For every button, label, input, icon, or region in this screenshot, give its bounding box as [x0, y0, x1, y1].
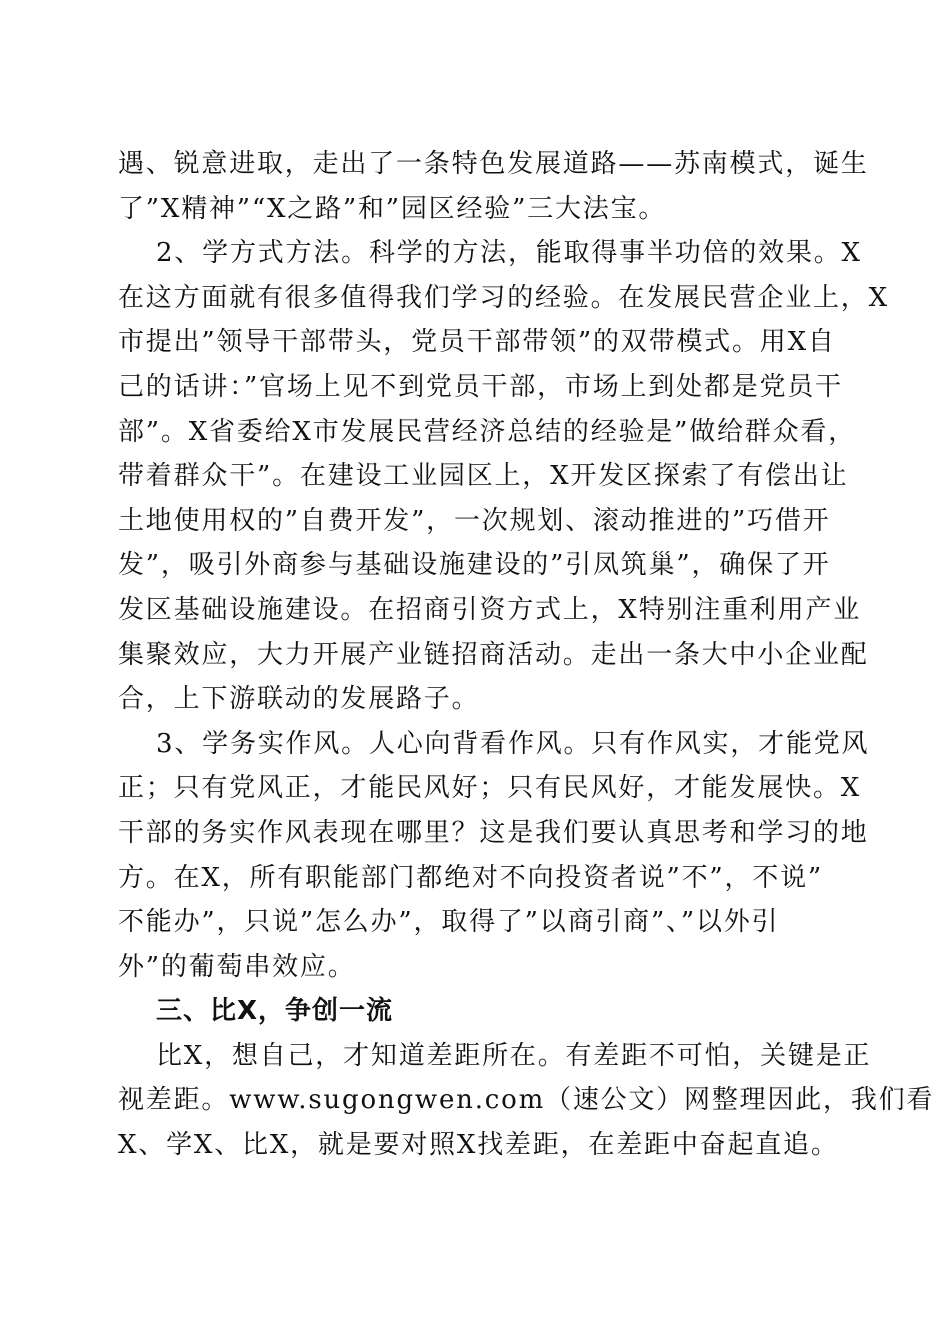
text-line: 在这方面就有很多值得我们学习的经验。在发展民营企业上，X — [118, 282, 889, 313]
text-line: 不能办”，只说”怎么办”，取得了”以商引商”、”以外引 — [118, 907, 780, 938]
text-line: 土地使用权的”自费开发”，一次规划、滚动推进的”巧借开 — [118, 505, 831, 536]
text-line: 方。在X，所有职能部门都绝对不向投资者说”不”，不说” — [118, 862, 823, 893]
text-line: 正；只有党风正，才能民风好；只有民风好，才能发展快。X — [118, 773, 862, 804]
text-line: 干部的务实作风表现在哪里？这是我们要认真思考和学习的地 — [118, 817, 869, 848]
text-line: 发区基础设施建设。在招商引资方式上，X特别注重利用产业 — [118, 594, 862, 625]
paragraph-start-line: 比X，想自己，才知道差距所在。有差距不可怕，关键是正 — [156, 1040, 872, 1071]
text-line: 遇、锐意进取，走出了一条特色发展道路——苏南模式，诞生 — [118, 149, 869, 179]
body-text — [118, 142, 935, 1168]
text-line: 己的话讲：”官场上见不到党员干部，市场上到处都是党员干 — [118, 371, 843, 402]
paragraph-start-line: 3、学务实作风。人心向背看作风。只有作风实，才能党风 — [156, 728, 870, 759]
text-line: 市提出”领导干部带头，党员干部带领”的双带模式。用X自 — [118, 327, 836, 358]
text-line: 发”，吸引外商参与基础设施建设的”引凤筑巢”，确保了开 — [118, 550, 831, 581]
text-line: 合，上下游联动的发展路子。 — [118, 684, 480, 715]
paragraph-start-line: 2、学方式方法。科学的方法，能取得事半功倍的效果。X — [156, 238, 862, 269]
text-line: 带着群众干”。在建设工业园区上，X开发区探索了有偿出让 — [118, 461, 849, 492]
text-line: 部”。X省委给X市发展民营经济总结的经验是”做给群众看， — [118, 416, 857, 447]
text-line: 了”X精神”“X之路”和”园区经验”三大法宝。 — [118, 193, 667, 224]
section-heading: 三、比X，争创一流 — [156, 996, 394, 1027]
text-line: X、学X、比X，就是要对照X找差距，在差距中奋起直追。 — [118, 1130, 839, 1161]
text-line: 视差距。www.sugongwen.com（速公文）网整理因此，我们看 — [118, 1085, 935, 1116]
text-line: 外”的葡萄串效应。 — [118, 951, 356, 982]
text-line: 集聚效应，大力开展产业链招商活动。走出一条大中小企业配 — [118, 639, 869, 670]
